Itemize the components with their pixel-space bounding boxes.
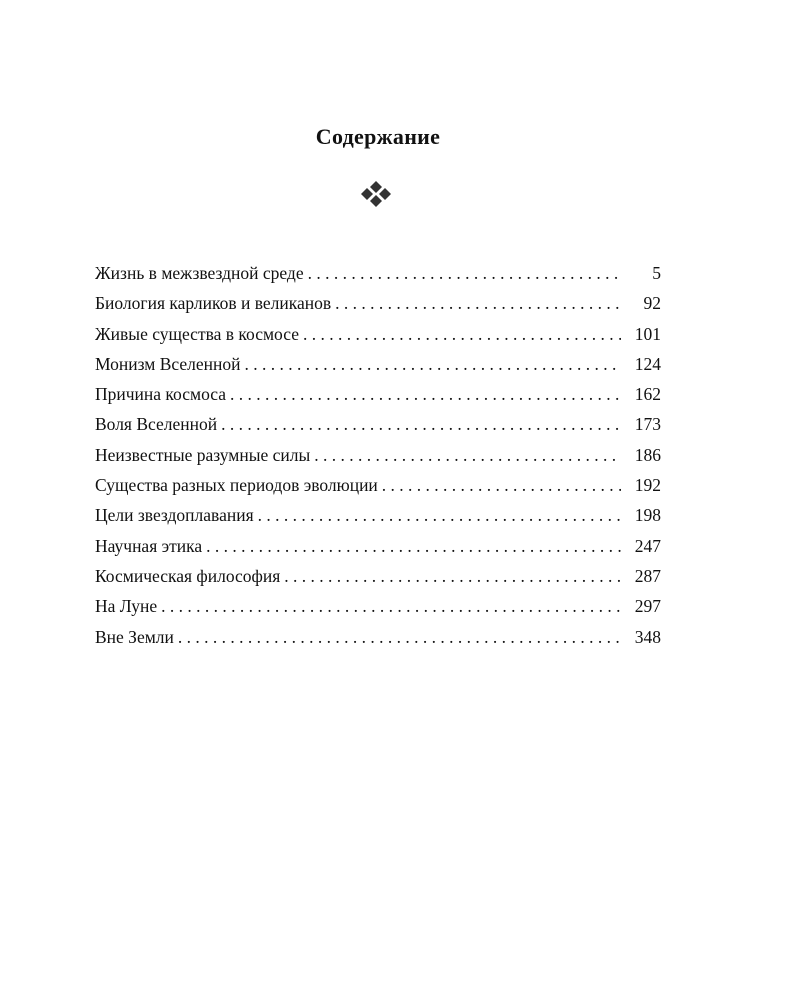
toc-entry-page: 92: [643, 293, 661, 314]
dot-leader: [161, 591, 621, 621]
toc-entry-title: Жизнь в межзвездной среде: [95, 263, 304, 283]
toc-entry[interactable]: [95, 561, 661, 591]
toc-entry-title: Монизм Вселенной: [95, 353, 241, 374]
toc-entry[interactable]: [95, 500, 661, 530]
dot-leader: [308, 258, 621, 288]
toc-entry-title: Существа разных периодов эволюции: [95, 475, 378, 496]
dot-leader: [230, 379, 621, 409]
toc-entry-title: Биология карликов и великанов: [95, 293, 332, 314]
toc-entry[interactable]: [95, 591, 661, 621]
toc-entry-title: Неизвестные разумные силы: [95, 444, 311, 465]
diamond-cluster-icon: [358, 180, 394, 208]
dot-leader: [335, 288, 621, 318]
toc-entry[interactable]: [95, 288, 661, 318]
toc-entry[interactable]: [95, 622, 661, 652]
toc-entry-page: 101: [634, 323, 661, 344]
toc-entry-page: 5: [652, 263, 661, 283]
page-title: Содержание: [315, 124, 441, 149]
toc-entry-title: На Луне: [95, 596, 158, 617]
toc-entry[interactable]: [95, 379, 661, 409]
toc-entry[interactable]: [95, 349, 661, 379]
toc-entry-page: 162: [634, 384, 661, 405]
dot-leader: [206, 531, 621, 561]
toc-entry[interactable]: [95, 319, 661, 349]
toc-entry[interactable]: [95, 440, 661, 470]
dot-leader: [303, 319, 621, 349]
dot-leader: [221, 409, 621, 439]
toc-entry-page: 247: [634, 535, 661, 556]
toc-entry-title: Воля Вселенной: [95, 414, 218, 435]
toc-entry-page: 192: [634, 475, 661, 496]
toc-entry-page: 124: [634, 353, 661, 374]
toc-entry-title: Цели звездоплавания: [95, 505, 254, 526]
toc-entry-page: 348: [634, 626, 661, 647]
toc-entry-title: Научная этика: [95, 535, 203, 556]
toc-entry-title: Космическая философия: [95, 565, 281, 586]
toc-entry-title: Вне Земли: [95, 626, 174, 647]
toc-entry-page: 186: [634, 444, 661, 465]
dot-leader: [382, 470, 621, 500]
toc-entry-page: 173: [634, 414, 661, 435]
toc-entry-page: 297: [634, 596, 661, 617]
toc-entry-title: Живые существа в космосе: [95, 323, 299, 344]
dot-leader: [314, 440, 621, 470]
toc-entry[interactable]: [95, 409, 661, 439]
toc-entry-page: 287: [634, 565, 661, 586]
toc-entry[interactable]: [95, 258, 661, 288]
dot-leader: [284, 561, 621, 591]
dot-leader: [178, 622, 621, 652]
toc-entry[interactable]: [95, 531, 661, 561]
toc-entry-page: 198: [634, 505, 661, 526]
toc-entry[interactable]: [95, 470, 661, 500]
table-of-contents: [95, 258, 661, 652]
toc-entry-title: Причина космоса: [95, 384, 227, 405]
dot-leader: [245, 349, 622, 379]
dot-leader: [258, 500, 621, 530]
